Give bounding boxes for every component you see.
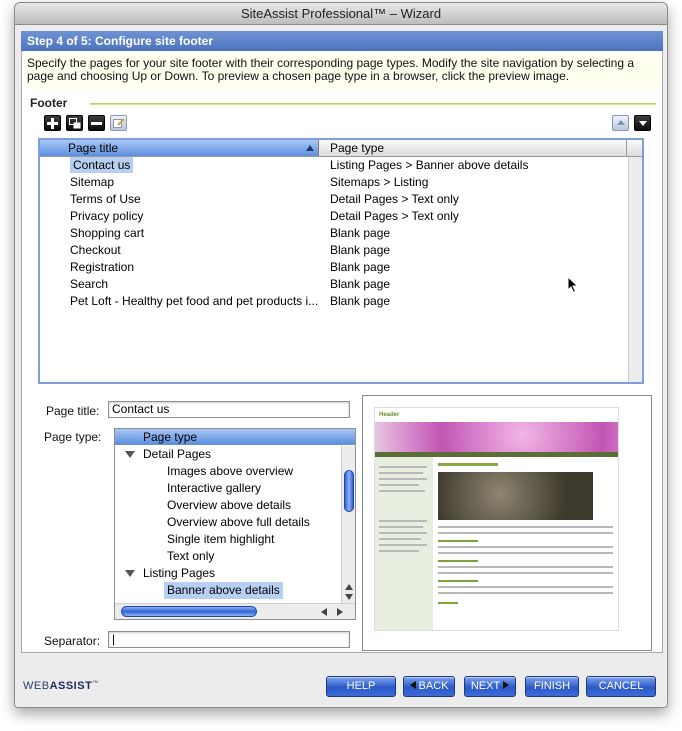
preview-text-line xyxy=(379,478,427,480)
preview-banner-image xyxy=(438,472,593,520)
main-panel xyxy=(21,51,663,653)
back-arrow-icon xyxy=(410,681,416,689)
sort-ascending-icon xyxy=(306,145,314,151)
tree-item[interactable] xyxy=(115,514,337,531)
plus-icon xyxy=(47,118,58,129)
finish-button[interactable] xyxy=(525,676,579,697)
preview-header-text: Header xyxy=(379,412,400,418)
separator-input[interactable]: | xyxy=(108,631,350,648)
edit-page-button[interactable] xyxy=(110,115,127,131)
cell-page-type: Blank page xyxy=(330,294,391,308)
page-title-input[interactable]: Contact us xyxy=(108,401,350,418)
tree-item-label: Detail Pages xyxy=(143,447,212,461)
table-row[interactable] xyxy=(40,225,628,242)
wizard-footer xyxy=(15,653,668,708)
minus-icon xyxy=(91,118,102,129)
footer-pages-table[interactable] xyxy=(38,138,644,384)
preview-text-line xyxy=(379,550,419,552)
table-row[interactable] xyxy=(40,174,628,191)
cell-page-title xyxy=(68,293,324,310)
instructions-text: Specify the pages for your site footer with their corresponding page types. Modify the site navigation by selecting a page and choosing Up or Down. To preview a chosen page type in a browser, click the preview image. xyxy=(24,55,660,89)
tree-horizontal-thumb[interactable] xyxy=(121,606,257,617)
page-title-text: Pet Loft - Healthy pet food and pet products i... xyxy=(70,294,319,308)
next-button[interactable] xyxy=(464,676,516,697)
preview-subheading xyxy=(438,540,478,542)
section-divider xyxy=(90,103,656,105)
preview-banner xyxy=(375,422,619,452)
arrow-up-icon xyxy=(616,118,626,128)
back-button-label: BACK xyxy=(418,680,449,692)
tree-item-label: Overview above details xyxy=(167,498,292,512)
preview-page-title xyxy=(438,463,498,466)
tree-item[interactable] xyxy=(115,531,337,548)
arrow-down-icon xyxy=(638,118,648,128)
table-row[interactable] xyxy=(40,276,628,293)
logo-text-light: WEB xyxy=(23,680,50,692)
page-title-text: Checkout xyxy=(70,243,121,257)
table-row[interactable] xyxy=(40,191,628,208)
cell-page-type: Blank page xyxy=(330,260,391,274)
preview-text-line xyxy=(379,490,425,492)
tree-header: Page type xyxy=(115,429,355,445)
finish-button-label: FINISH xyxy=(533,680,571,692)
cell-page-type: Detail Pages > Text only xyxy=(330,192,459,206)
column-header-page-type[interactable]: Page type xyxy=(320,140,627,156)
page-type-tree[interactable] xyxy=(114,428,356,620)
page-title-text: Privacy policy xyxy=(70,209,144,223)
tree-item[interactable] xyxy=(115,548,337,565)
page-type-preview-image[interactable] xyxy=(362,395,652,651)
page-title-label: Page title: xyxy=(46,404,100,418)
preview-text-line xyxy=(379,544,427,546)
cell-page-type: Blank page xyxy=(330,277,391,291)
tree-item-label: Text only xyxy=(167,549,215,563)
preview-text-line xyxy=(438,526,613,528)
add-page-button[interactable] xyxy=(44,115,61,131)
next-arrow-icon xyxy=(503,681,509,689)
preview-text-line xyxy=(379,472,423,474)
page-title-text: Sitemap xyxy=(70,175,115,189)
page-title-text: Registration xyxy=(70,260,135,274)
tree-item[interactable] xyxy=(115,497,337,514)
wizard-window xyxy=(14,2,668,708)
tree-item[interactable] xyxy=(115,463,337,480)
tree-item[interactable] xyxy=(115,582,337,599)
cell-page-type: Detail Pages > Text only xyxy=(330,209,459,223)
tree-item-label: Single item highlight xyxy=(167,532,275,546)
preview-text-line xyxy=(379,466,427,468)
disclosure-triangle-icon[interactable] xyxy=(125,570,135,577)
preview-text-line xyxy=(438,566,613,568)
scroll-up-icon[interactable] xyxy=(345,584,353,590)
cell-page-title xyxy=(68,191,324,208)
page-title-text: Search xyxy=(70,277,109,291)
page-title-text: Shopping cart xyxy=(70,226,145,240)
preview-text-line xyxy=(438,552,613,554)
tree-item-label: Listing Pages xyxy=(143,566,216,580)
tree-group[interactable] xyxy=(115,446,337,463)
table-row[interactable] xyxy=(40,259,628,276)
scroll-down-icon[interactable] xyxy=(345,594,353,600)
tree-body xyxy=(115,446,337,599)
table-header xyxy=(40,140,642,157)
scroll-left-icon[interactable] xyxy=(321,608,327,616)
move-up-button[interactable] xyxy=(612,115,629,131)
table-row[interactable] xyxy=(40,157,628,174)
preview-text-line xyxy=(379,532,427,534)
cell-page-title xyxy=(68,259,324,276)
step-heading: Step 4 of 5: Configure site footer xyxy=(21,31,663,51)
preview-text-line xyxy=(438,532,613,534)
back-button[interactable] xyxy=(403,676,455,697)
preview-text-line xyxy=(379,484,419,486)
cancel-button-label: CANCEL xyxy=(598,680,644,692)
table-row[interactable] xyxy=(40,242,628,259)
column-label: Page title xyxy=(68,141,119,155)
column-header-page-title[interactable] xyxy=(40,140,319,156)
preview-text-line xyxy=(438,546,613,548)
cell-page-type: Blank page xyxy=(330,243,391,257)
preview-text-line xyxy=(438,572,613,574)
logo-trademark: ™ xyxy=(92,680,99,687)
cell-page-title xyxy=(68,225,324,242)
preview-subheading xyxy=(438,560,478,562)
remove-page-button[interactable] xyxy=(88,115,105,131)
preview-subheading xyxy=(438,602,458,604)
logo-text-bold: ASSIST xyxy=(49,680,93,692)
cell-page-type: Listing Pages > Banner above details xyxy=(330,158,529,172)
preview-text-line xyxy=(379,520,427,522)
tree-item-label: Overview above full details xyxy=(167,515,310,529)
tree-item-label: Interactive gallery xyxy=(167,481,262,495)
page-type-label: Page type: xyxy=(44,430,102,444)
separator-label: Separator: xyxy=(44,634,101,648)
table-body xyxy=(40,157,628,310)
preview-thumbnail xyxy=(374,407,619,631)
webassist-logo xyxy=(23,680,99,692)
window-title: SiteAssist Professional™ – Wizard xyxy=(15,3,667,25)
cell-page-title xyxy=(68,157,324,174)
cell-page-title xyxy=(68,242,324,259)
page-title-text: Contact us xyxy=(70,157,133,173)
preview-subheading xyxy=(438,580,478,582)
cell-page-type: Blank page xyxy=(330,226,391,240)
preview-text-line xyxy=(379,526,423,528)
tree-horizontal-scrollbar[interactable] xyxy=(115,603,355,619)
tree-vertical-thumb[interactable] xyxy=(344,470,354,512)
cell-page-title xyxy=(68,174,324,191)
scroll-right-icon[interactable] xyxy=(337,608,343,616)
footer-section-label: Footer xyxy=(30,96,68,110)
cell-page-type: Sitemaps > Listing xyxy=(330,175,429,189)
preview-text-line xyxy=(438,586,613,588)
table-scrollbar[interactable] xyxy=(628,157,642,382)
page-title-text: Terms of Use xyxy=(70,192,141,206)
table-row[interactable] xyxy=(40,208,628,225)
duplicate-icon xyxy=(69,118,81,129)
help-button-label: HELP xyxy=(346,680,376,692)
edit-icon xyxy=(113,118,125,129)
tree-item-label: Banner above details xyxy=(164,582,283,599)
preview-text-line xyxy=(438,592,613,594)
mouse-cursor-icon xyxy=(567,276,579,294)
tree-item[interactable] xyxy=(115,480,337,497)
preview-text-line xyxy=(379,538,421,540)
tree-item-label: Images above overview xyxy=(167,464,294,478)
tree-group[interactable] xyxy=(115,565,337,582)
table-row[interactable] xyxy=(40,293,628,310)
next-button-label: NEXT xyxy=(470,680,501,692)
tree-vertical-scrollbar[interactable] xyxy=(341,446,355,603)
help-button[interactable] xyxy=(326,676,396,697)
cell-page-title xyxy=(68,276,324,293)
cancel-button[interactable] xyxy=(586,676,656,697)
cell-page-title xyxy=(68,208,324,225)
move-down-button[interactable] xyxy=(634,115,651,131)
duplicate-page-button[interactable] xyxy=(66,115,83,131)
disclosure-triangle-icon[interactable] xyxy=(125,451,135,458)
